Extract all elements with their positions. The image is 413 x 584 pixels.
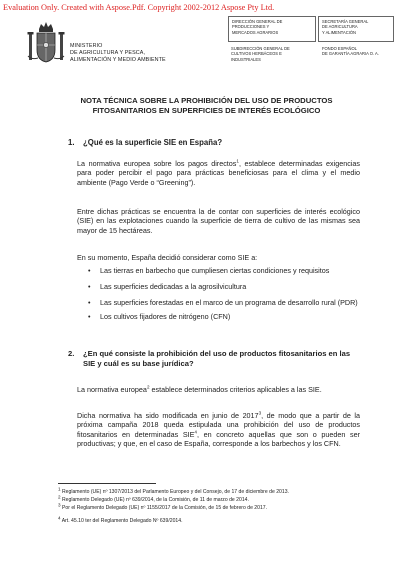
subdirectorate-line: CULTIVOS HERBÁCEOS E [231,51,282,57]
section-title: ¿En qué consiste la prohibición del uso de productos fitosanitarios en las SIE y cuál es su base jurídica? [83,349,351,368]
list-item: • Las superficies forestadas en el marco de un programa de desarrollo rural (PDR) [77,298,360,307]
list-item: • Los cultivos fijadores de nitrógeno (CFN) [77,312,360,321]
footnote-ref: 4 [194,429,197,435]
paragraph-prohibition [77,411,360,448]
footnote [58,502,268,511]
footnote [58,486,289,495]
subdirectorate-label [231,46,319,62]
secretariat-line: DE AGRICULTURA [322,24,358,30]
paragraph-text: La normativa europea sobre los pagos directos [77,159,237,168]
subdirectorate-line: SUBDIRECCIÓN GENERAL DE [231,46,290,51]
footnote-text: Art. 45.10 ter del Reglamento Delegado Nº 639/2014. [60,518,183,524]
footnote-text: Reglamento Delegado (UE) nº 639/2014, de la Comisión, de 11 de marzo de 2014. [60,497,249,503]
paragraph-text: , establece determinadas exigencias para poder percibir el pago para prácticas beneficiosas para el clima y el medio ambiente (Pago Verde o “Greening”). [77,159,360,187]
secretariat-line: Y ALIMENTACIÓN [322,29,356,35]
subdirectorate-line: INDUSTRIALES [231,56,261,62]
footnote [58,494,249,503]
paragraph-text: , en concreto aquellas que son o pueden ser productivas; y que, en el caso de España, corresponde a los barbechos y los CFN. [77,429,360,448]
fund-line: DE GARANTÍA AGRARIA O. A. [322,51,379,57]
footnote-ref: 3 [258,410,262,416]
ministry-line: DE AGRICULTURA Y PESCA, [70,50,146,57]
paragraph-sie-definition: Entre dichas prácticas se encuentra la de contar con superficies de interés ecológico (SIE) en las explotaciones cuando la superficie de tierra de cultivo de las mismas sea mayor de 15 hectáreas. [77,207,360,235]
paragraph-text: establece determinados criterios aplicables a las SIE. [149,385,322,394]
section-2-heading [68,349,361,369]
paragraph-text: Dicha normativa ha sido modificada en junio de 2017 [77,411,259,420]
footnote-number: 4 [58,515,61,521]
paragraph-criteria [77,385,360,394]
title-line: NOTA TÉCNICA SOBRE LA PROHIBICIÓN DEL USO DE PRODUCTOS [80,96,333,105]
footnote-text: Reglamento (UE) nº 1307/2013 del Parlamento Europeo y del Consejo, de 17 de diciembre de 2013. [60,489,289,495]
paragraph-spain-sie-intro: En su momento, España decidió considerar como SIE a: [77,253,258,262]
directorate-line: DIRECCIÓN GENERAL DE [232,19,283,24]
list-item: • Las superficies dedicadas a la agrosilvicultura [77,282,360,291]
footnote-number: 3 [58,502,61,508]
paragraph-text: La normativa europea [77,385,147,394]
fund-line: FONDO ESPAÑOL [322,46,357,51]
directorate-line: PRODUCCIONES Y [232,24,270,30]
evaluation-watermark: Evaluation Only. Created with Aspose.Pdf. Copyright 2002-2012 Aspose Pty Ltd. [3,3,275,12]
fund-label [322,46,398,57]
section-1-heading [68,138,222,147]
footnote-ref: 1 [236,158,239,164]
secretariat-box [318,16,394,42]
footnote-number: 1 [58,486,61,492]
footnote-number: 2 [58,494,61,500]
section-title: ¿Qué es la superficie SIE en España? [83,138,223,147]
footnote-ref: 2 [146,384,150,390]
paragraph-text: , de modo que a partir de la próxima campaña 2018 queda estipulada una prohibición del uso de productos fitosanitarios en determinadas SIE [77,411,361,439]
paragraph-direct-payments [77,159,360,187]
document-title [40,96,373,116]
directorate-box [228,16,316,42]
title-line: FITOSANITARIOS EN SUPERFICIES DE INTERÉS ECOLÓGICO [92,106,321,115]
secretariat-line: SECRETARÍA GENERAL [322,19,369,24]
sie-types-list [77,266,360,321]
ministry-line: ALIMENTACIÓN Y MEDIO AMBIENTE [70,57,166,64]
section-number: 1. [68,138,75,147]
footnote-text: Por el Reglamento Delegado (UE) nº 1155/2017 de la Comisión, de 15 de febrero de 2017. [60,505,268,511]
footnote-divider [58,483,156,484]
section-number: 2. [68,349,75,358]
list-item: • Las tierras en barbecho que cumpliesen ciertas condiciones y requisitos [77,266,360,275]
spain-coat-of-arms-icon [26,20,66,66]
ministry-line: MINISTERIO [70,43,103,49]
ministry-name [70,43,166,65]
footnote [58,515,183,524]
directorate-line: MERCADOS AGRARIOS [232,29,279,35]
